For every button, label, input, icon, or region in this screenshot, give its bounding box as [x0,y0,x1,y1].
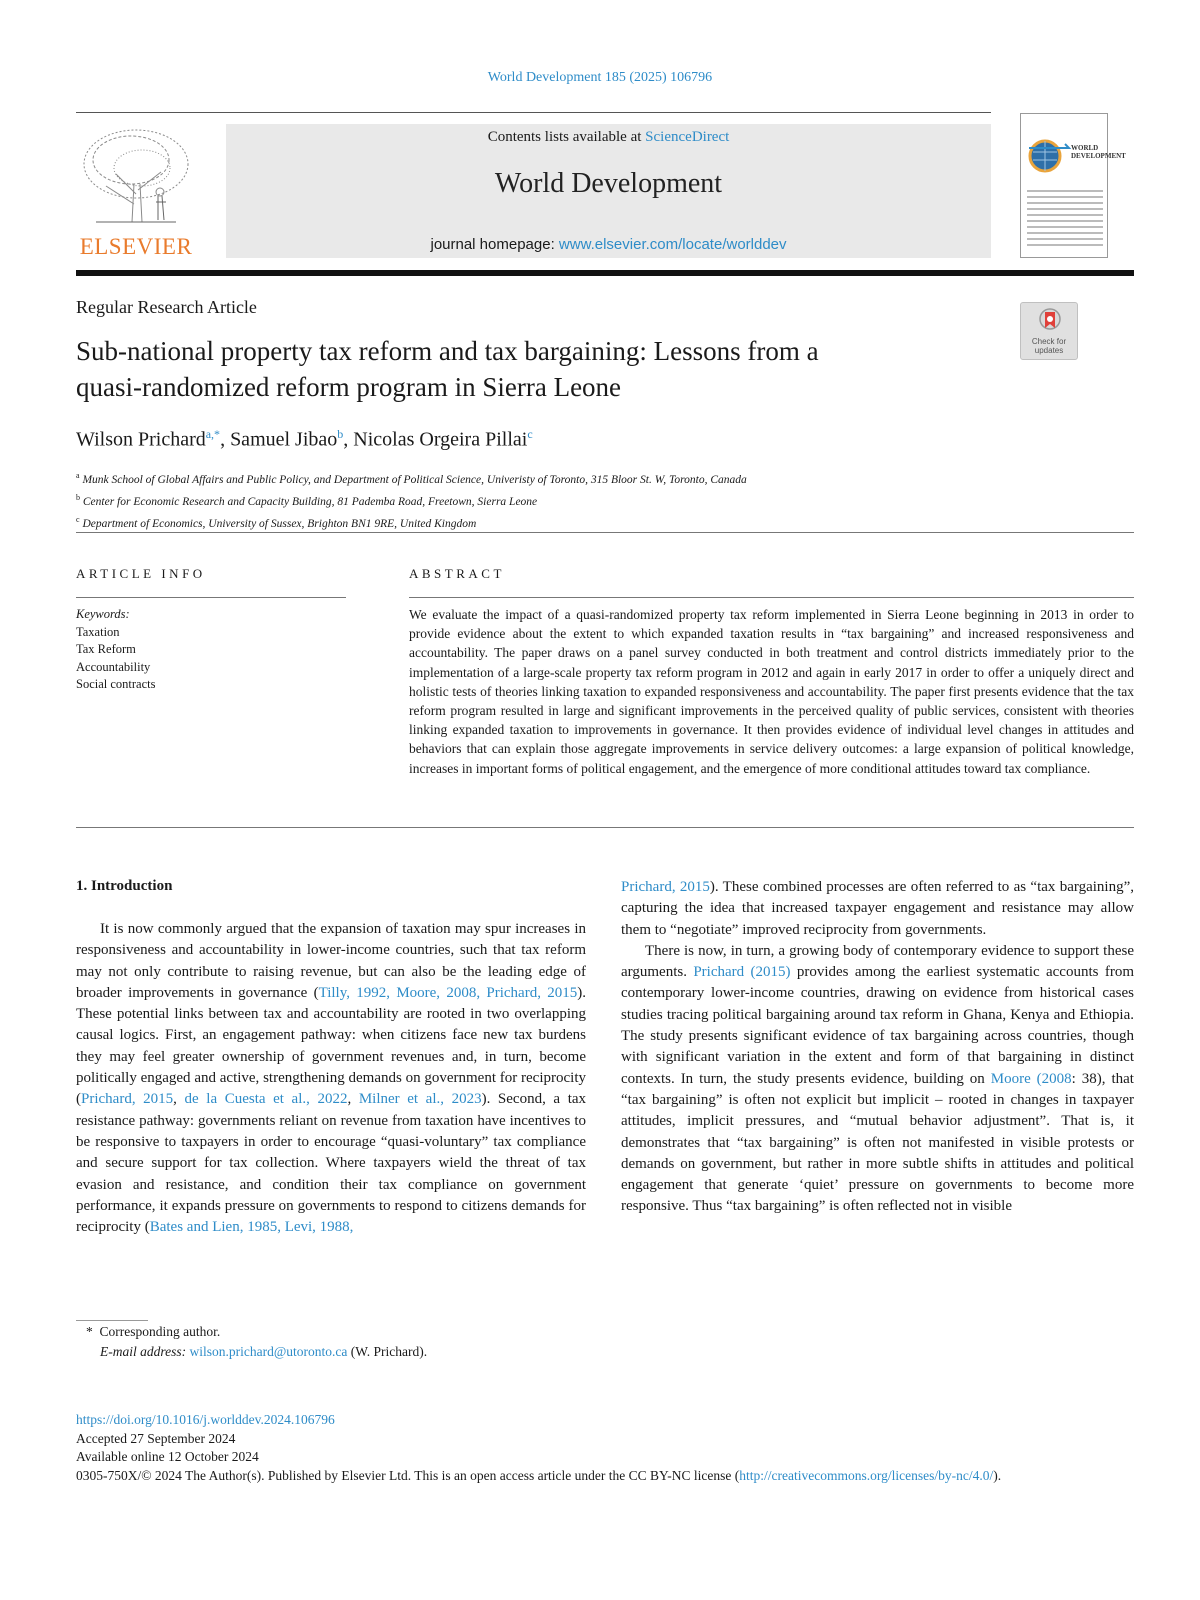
divider [409,597,1134,598]
article-type: Regular Research Article [76,297,257,317]
available-online-date: Available online 12 October 2024 [76,1449,259,1464]
footnote-rule [76,1320,148,1321]
author-name[interactable]: Samuel Jibao [230,428,338,451]
journal-masthead [226,124,991,258]
body-column-left [76,919,586,1238]
keyword-item: Accountability [76,659,151,674]
article-title-line1: Sub-national property tax reform and tax bargaining: Lessons from a [76,336,819,366]
email-link[interactable]: wilson.prichard@utoronto.ca [189,1344,348,1359]
cover-title: WORLD DEVELOPMENT [1071,144,1126,160]
email-line: E-mail address: wilson.prichard@utoronto.ca (W. Prichard). [100,1344,428,1359]
keyword-item: Taxation [76,624,120,639]
citation-link[interactable]: Prichard, 2015 [621,879,710,895]
affiliation-item: $^c$ Department of Economics, University of Sussex, Brighton BN1 9RE, United Kingdom [76,514,477,530]
author-affiliation-marker[interactable]: a,* [205,427,221,441]
author-affiliation-marker[interactable]: b [337,427,344,441]
author-list: Wilson Prichard$^{a,*}$, Samuel Jibao$^b$, Nicolas Orgeira Pillai$^c$ [76,427,533,451]
contents-prefix: Contents lists available at [487,129,642,145]
keyword-list [76,606,156,694]
citation-link[interactable]: Milner et al., 2023 [358,1091,482,1108]
crossmark-line2: updates [1034,346,1064,355]
corresponding-author-note: * Corresponding author. [86,1324,221,1339]
crossmark-label [1021,337,1077,355]
license-statement: 0305-750X/© 2024 The Author(s). Published by Elsevier Ltd. This is an open access article under the CC BY-NC license (http://creativecommons.org/licenses/by-nc/4.0/). [76,1467,1002,1483]
affiliation-item: $^a$ Munk School of Global Affairs and Public Policy, and Department of Political Science, Univeristy of Toronto, 315 Bloor St. W, Toronto, Canada [76,471,747,486]
keyword-item: Social contracts [76,677,156,691]
body-paragraph: Prichard, 2015). These combined processes are often referred to as “tax bargaining”, capturing the idea that increased taxpayer engagement and resistance may allow them to “negotiate” improved reciprocity from governments. [621,879,1134,938]
article-title-line2: quasi-randomized reform program in Sierra Leone [76,372,622,402]
divider [76,532,1134,533]
body-paragraph: There is now, in turn, a growing body of contemporary evidence to support these arguments. Prichard (2015) provides among the earliest systematic accounts from contemporary lower-income countries, drawing on evidence from historical cases studies tracing political bargaining around tax reform in Ghana, Kenya and Ethiopia. The study presents significant evidence of tax bargaining across countries, though with significant variation in the extent and form of that bargaining in distinct contexts. In turn, the study presents evidence, building on Moore (2008: 38), that “tax bargaining” is often not explicit but implicit – rooted in changes in taxpayer attitudes, implicit pressures, and “mutual behavior adjustment”. That is, it demonstrates that “tax bargaining” is often not manifested in visible protests or demands on government, but rather in more subtle shifts in attitudes and political engagement that generate ‘quiet’ pressure on governments to become more responsive. Thus “tax bargaining” is often reflected not in visible [621,942,1134,1215]
citation-link[interactable]: Prichard (2015) [693,964,791,981]
crossmark-line1: Check for [1031,337,1067,346]
elsevier-logo [74,124,198,258]
keywords-label: Keywords: [76,607,130,621]
journal-reference-link[interactable]: World Development 185 (2025) 106796 [487,70,713,85]
abstract-text: We evaluate the impact of a quasi-randomized property tax reform implemented in Sierra Leone beginning in 2013 in order to provide evidence about the extent to which expanded taxation results in “tax bargaining” and increased responsiveness and accountability. The paper draws on a panel survey conducted in both treatment and control districts immediately prior to the implementation of a large-scale property tax reform program in 2012 and again in early 2017 in order to offer a uniquely direct and holistic tests of theories linking taxation to expanded responsiveness and accountability. The paper first presents evidence that the tax reform program resulted in large and significant improvements in the perceived quality of public services, consistent with theories linking expanded taxation to improvements in governance. It then provides evidence of individual level changes in attitudes and behaviors that can explain those aggregate improvements in service delivery outcomes: a large expansion of political knowledge, increases in important forms of political engagement, and the emergence of more conditional attitudes toward tax compliance. [409,607,1134,776]
section-heading: 1. Introduction [76,878,173,894]
body-column-right [621,877,1134,1218]
doi-link[interactable]: https://doi.org/10.1016/j.worlddev.2024.106796 [76,1412,335,1427]
citation-link[interactable]: de la Cuesta et al., 2022 [184,1091,348,1108]
globe-icon [1027,138,1071,174]
divider [76,827,1134,828]
contents-line [226,129,991,146]
citation-link[interactable]: Moore (2008 [990,1070,1072,1087]
author-affiliation-marker[interactable]: c [527,427,533,441]
license-link[interactable]: http://creativecommons.org/licenses/by-nc/4.0/ [739,1467,994,1483]
abstract-heading: ABSTRACT [409,566,505,581]
homepage-prefix: journal homepage: [430,236,555,253]
journal-homepage-link[interactable]: www.elsevier.com/locate/worlddev [558,236,787,253]
article-title [76,333,976,405]
footnote [86,1322,427,1362]
elsevier-wordmark: ELSEVIER [79,234,193,259]
body-paragraph: It is now commonly argued that the expansion of taxation may spur increases in responsiveness and accountability in lower-income countries, such that tax reform may not only contribute to raising revenue, but can also be the leading edge of broader improvements in governance (Tilly, 1992, Moore, 2008, Prichard, 2015). These potential links between tax and accountability are rooted in two overlapping causal logics. First, an engagement pathway: when citizens face new tax burdens they may feel greater ownership of government revenues and, in turn, become politically engaged and active, strengthening demands on government for reciprocity (Prichard, 2015, de la Cuesta et al., 2022, Milner et al., 2023). Second, a tax resistance pathway: governments reliant on revenue from taxation have incentives to be responsive to taxpayers in order to encourage “quasi-voluntary” tax compliance and secure support for tax collection. Where taxpayers wield the threat of tax evasion and resistance, and condition their tax compliance on government performance, it expands pressure on governments to respond to citizens demands for reciprocity (Bates and Lien, 1985, Levi, 1988, [76,921,587,1236]
check-for-updates-button[interactable] [1020,302,1078,360]
cover-contents-lines [1027,190,1103,250]
affiliation-list [76,467,747,532]
author-name[interactable]: Wilson Prichard [76,428,206,451]
keyword-item: Tax Reform [76,642,136,656]
masthead-rule [76,270,1134,276]
citation-link[interactable]: Bates and Lien, 1985, Levi, 1988, [149,1219,354,1236]
header-rule [76,112,991,113]
journal-cover-thumbnail[interactable] [1020,113,1126,258]
sciencedirect-link[interactable]: ScienceDirect [645,129,730,145]
accepted-date: Accepted 27 September 2024 [76,1430,236,1446]
citation-link[interactable]: Prichard, 2015 [81,1091,174,1108]
affiliation-item: $^b$ Center for Economic Research and Capacity Building, 81 Pademba Road, Freetown, Sierra Leone [76,492,538,508]
citation-link[interactable]: Tilly, 1992, Moore, 2008, Prichard, 2015 [318,984,578,1001]
author-name[interactable]: Nicolas Orgeira Pillai [353,428,528,451]
article-info-heading: ARTICLE INFO [76,566,206,581]
publication-info [76,1411,1134,1485]
homepage-line [226,236,991,253]
divider [76,597,346,598]
journal-name: World Development [494,168,723,199]
crossmark-icon [1039,308,1061,334]
elsevier-tree-icon [76,124,196,232]
